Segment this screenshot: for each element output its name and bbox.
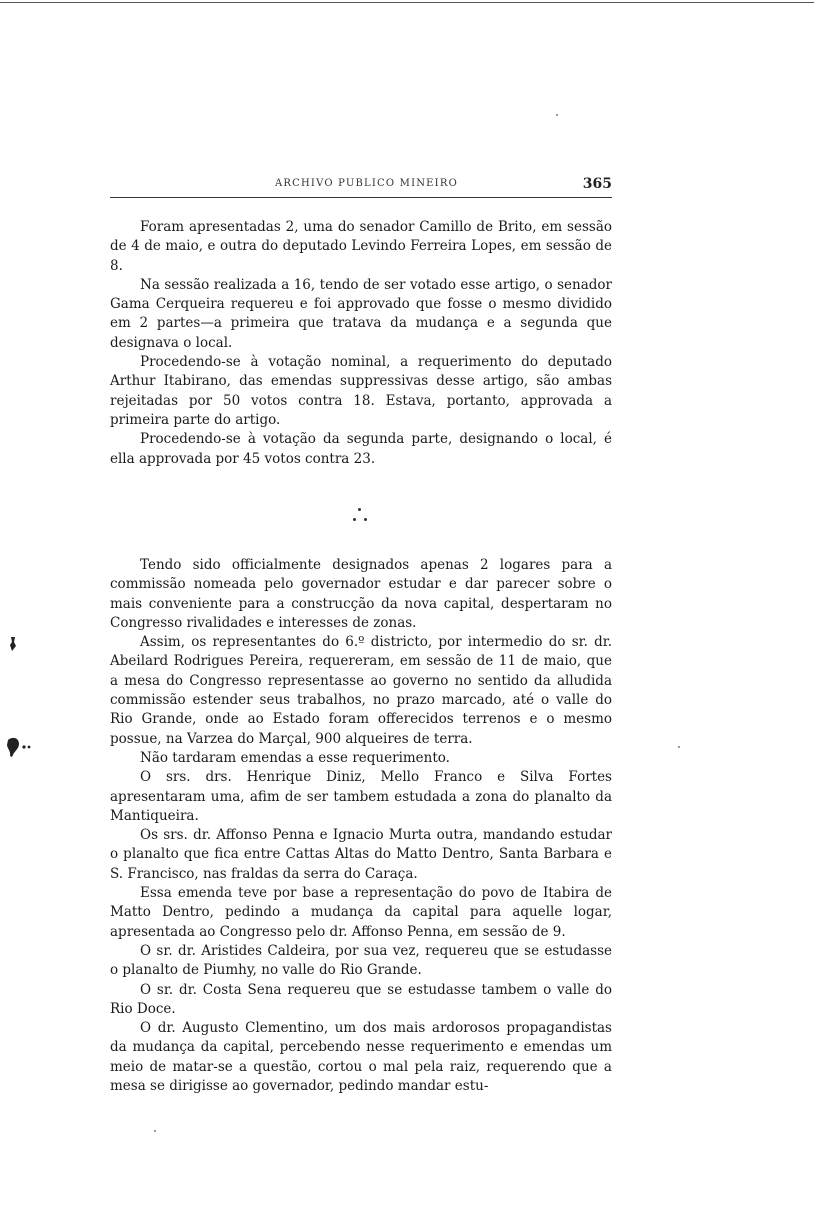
running-title: ARCHIVO PUBLICO MINEIRO [275, 178, 458, 189]
margin-ink-mark [8, 636, 18, 656]
margin-ink-mark [4, 736, 34, 762]
paragraph: Tendo sido officialmente designados apenas 2 logares para a commissão nomeada pelo governador estudar e dar parecer sobre o mais conveniente para a construcção da nova capital, despertaram no Congresso rivalidades e interesses de zonas. [110, 557, 612, 631]
paragraph: Essa emenda teve por base a representação do povo de Itabira de Matto Dentro, pedindo a mudança da capital para aquelle logar, apresentada ao Congresso pelo dr. Affonso Penna, em sessão de 9. [110, 885, 612, 940]
paragraph: O srs. drs. Henrique Diniz, Mello Franco e Silva Fortes apresentaram uma, afim de ser tambem estudada a zona do planalto da Mantiqueira. [110, 769, 612, 824]
paragraph: Foram apresentadas 2, uma do senador Camillo de Brito, em sessão de 4 de maio, e outra do deputado Levindo Ferreira Lopes, em sessão de 8. [110, 219, 612, 274]
paragraph: O dr. Augusto Clementino, um dos mais ardorosos propagandistas da mudança da capital, percebendo nesse requerimento e emendas um meio de matar-se a questão, cortou o mal pela raiz, requerendo que a mesa se dirigisse ao governador, pedindo mandar estu- [110, 1020, 612, 1095]
paragraph: Procedendo-se à votação da segunda parte, designando o local, é ella approvada por 45 votos contra 23. [110, 431, 612, 467]
scan-top-edge [0, 2, 814, 3]
paragraph: Os srs. dr. Affonso Penna e Ignacio Murta outra, mandando estudar o planalto que fica entre Cattas Altas do Matto Dentro, Santa Barbara e S. Francisco, nas fraldas da serra do Caraça. [110, 827, 612, 882]
paragraph: Não tardaram emendas a esse requerimento. [140, 749, 450, 766]
section-1-text [110, 218, 612, 469]
paragraph: O sr. dr. Costa Sena requereu que se estudasse tambem o valle do Rio Doce. [110, 981, 612, 1017]
paragraph: Procedendo-se à votação nominal, a requerimento do deputado Arthur Itabirano, das emendas suppressivas desse artigo, são ambas rejeitadas por 50 votos contra 18. Estava, portanto, approvada a primeira parte do artigo. [110, 354, 612, 428]
paragraph: Na sessão realizada a 16, tendo de ser votado esse artigo, o senador Gama Cerqueira requereu e foi approvado que fosse o mesmo dividido em 2 partes—a primeira que tratava da mudança e a segunda que designava o local. [110, 276, 612, 351]
paper-speck [678, 746, 680, 748]
paragraph: O sr. dr. Aristides Caldeira, por sua vez, requereu que se estudasse o planalto de Piumhy, no valle do Rio Grande. [110, 942, 612, 979]
paper-speck [154, 1130, 156, 1132]
paragraph: Assim, os representantes do 6.º districto, por intermedio do sr. dr. Abeilard Rodrigues Pereira, requereram, em sessão de 11 de maio, que a mesa do Congresso representasse ao governo no sentido da alludida commissão estender seus trabalhos, no prazo marcado, até o valle do Rio Grande, onde ao Estado foram offerecidos terrenos e o mesmo possue, na Varzea do Marçal, 900 alqueires de terra. [110, 634, 612, 747]
paper-speck [556, 114, 558, 116]
section-2-text [110, 556, 612, 1096]
header-rule [110, 197, 612, 198]
page-number: 365 [582, 176, 612, 192]
section-separator [345, 506, 375, 526]
page-header [110, 176, 612, 196]
